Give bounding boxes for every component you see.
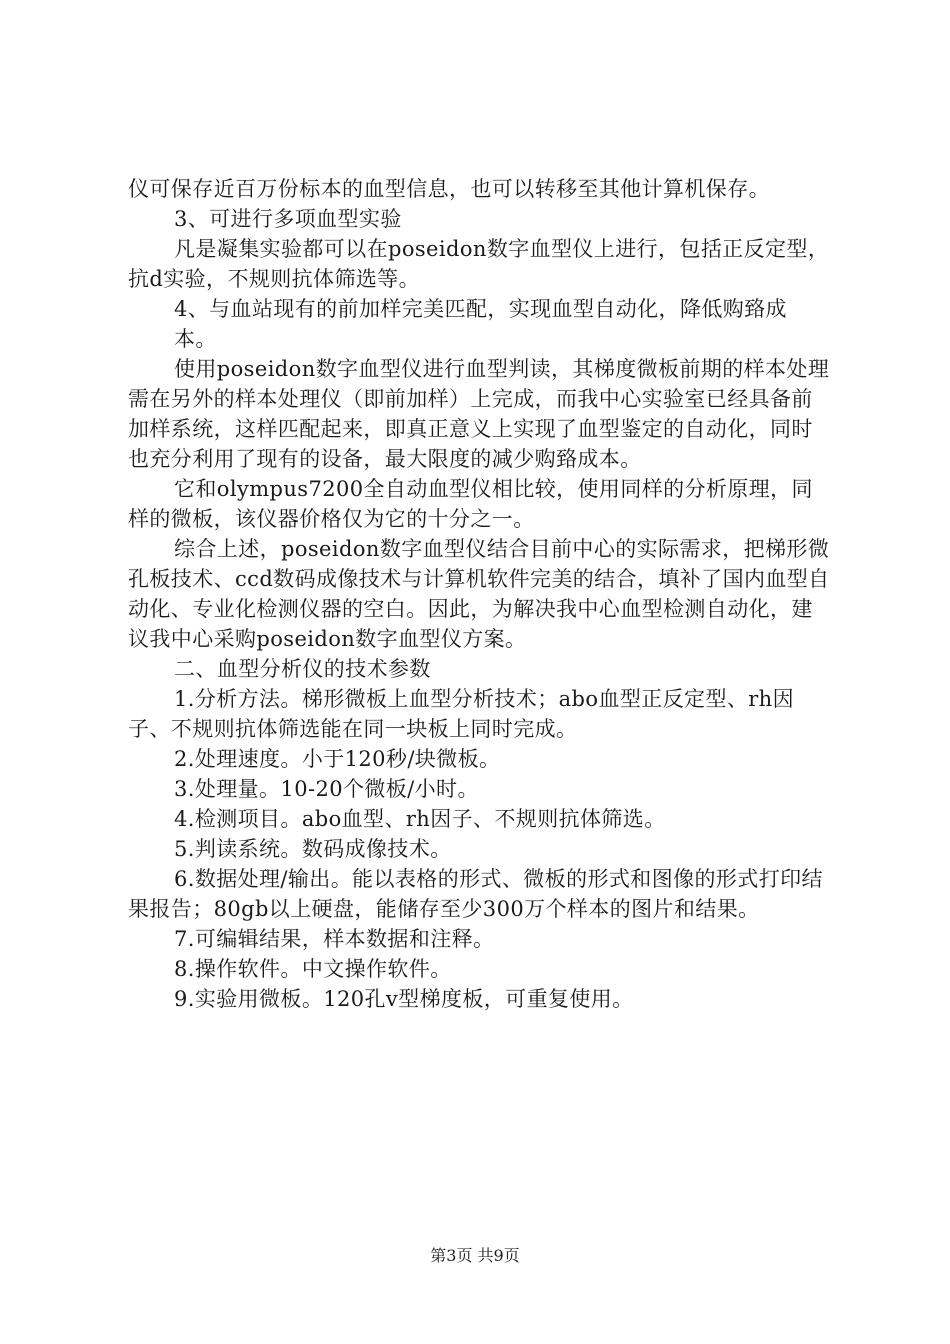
paragraph-storage-continued: 仪可保存近百万份标本的血型信息，也可以转移至其他计算机保存。 (128, 177, 770, 201)
heading-pre-sampling-match: 4、与血站现有的前加样完美匹配，实现血型自动化，降低购臵成 (174, 297, 787, 321)
param-item-1: 1.分析方法。梯形微板上血型分析技术；abo血型正反定型、rh因子、不规则抗体筛选能在同一块板上同时完成。 (128, 687, 795, 741)
param-item-4: 4.检测项目。abo血型、rh因子、不规则抗体筛选。 (174, 807, 666, 831)
param-item-8: 8.操作软件。中文操作软件。 (174, 957, 452, 981)
paragraph-cost-fragment: 本。 (174, 327, 217, 351)
param-item-2: 2.处理速度。小于120秒/块微板。 (174, 747, 501, 771)
page-number-footer: 第3页 共9页 (430, 1246, 520, 1265)
paragraph-usage: 使用poseidon数字血型仪进行血型判读，其梯度微板前期的样本处理需在另外的样本处理仪（即前加样）上完成，而我中心实验室已经具备前加样系统，这样匹配起来，即真正意义上实现了血型鉴定的自动化，同时也充分利用了现有的设备，最大限度的减少购臵成本。 (128, 357, 830, 471)
heading-multiple-tests: 3、可进行多项血型实验 (174, 207, 402, 231)
paragraph-comparison: 它和olympus7200全自动血型仪相比较，使用同样的分析原理，同样的微板，该仪器价格仅为它的十分之一。 (128, 477, 813, 531)
param-item-6: 6.数据处理/输出。能以表格的形式、微板的形式和图像的形式打印结果报告；80gb以上硬盘，能储存至少300万个样本的图片和结果。 (128, 867, 823, 921)
paragraph-agglutination: 凡是凝集实验都可以在poseidon数字血型仪上进行，包括正反定型，抗d实验，不规则抗体筛选等。 (128, 237, 830, 291)
document-body (128, 174, 834, 1014)
param-item-5: 5.判读系统。数码成像技术。 (174, 837, 452, 861)
section-heading-tech-params: 二、血型分析仪的技术参数 (174, 657, 431, 681)
param-item-9: 9.实验用微板。120孔v型梯度板，可重复使用。 (174, 987, 634, 1011)
paragraph-summary: 综合上述，poseidon数字血型仪结合目前中心的实际需求，把梯形微孔板技术、ccd数码成像技术与计算机软件完美的结合，填补了国内血型自动化、专业化检测仪器的空白。因此，为解决我中心血型检测自动化，建议我中心采购poseidon数字血型仪方案。 (128, 537, 830, 651)
param-item-7: 7.可编辑结果，样本数据和注释。 (174, 927, 495, 951)
param-item-3: 3.处理量。10-20个微板/小时。 (174, 777, 479, 801)
